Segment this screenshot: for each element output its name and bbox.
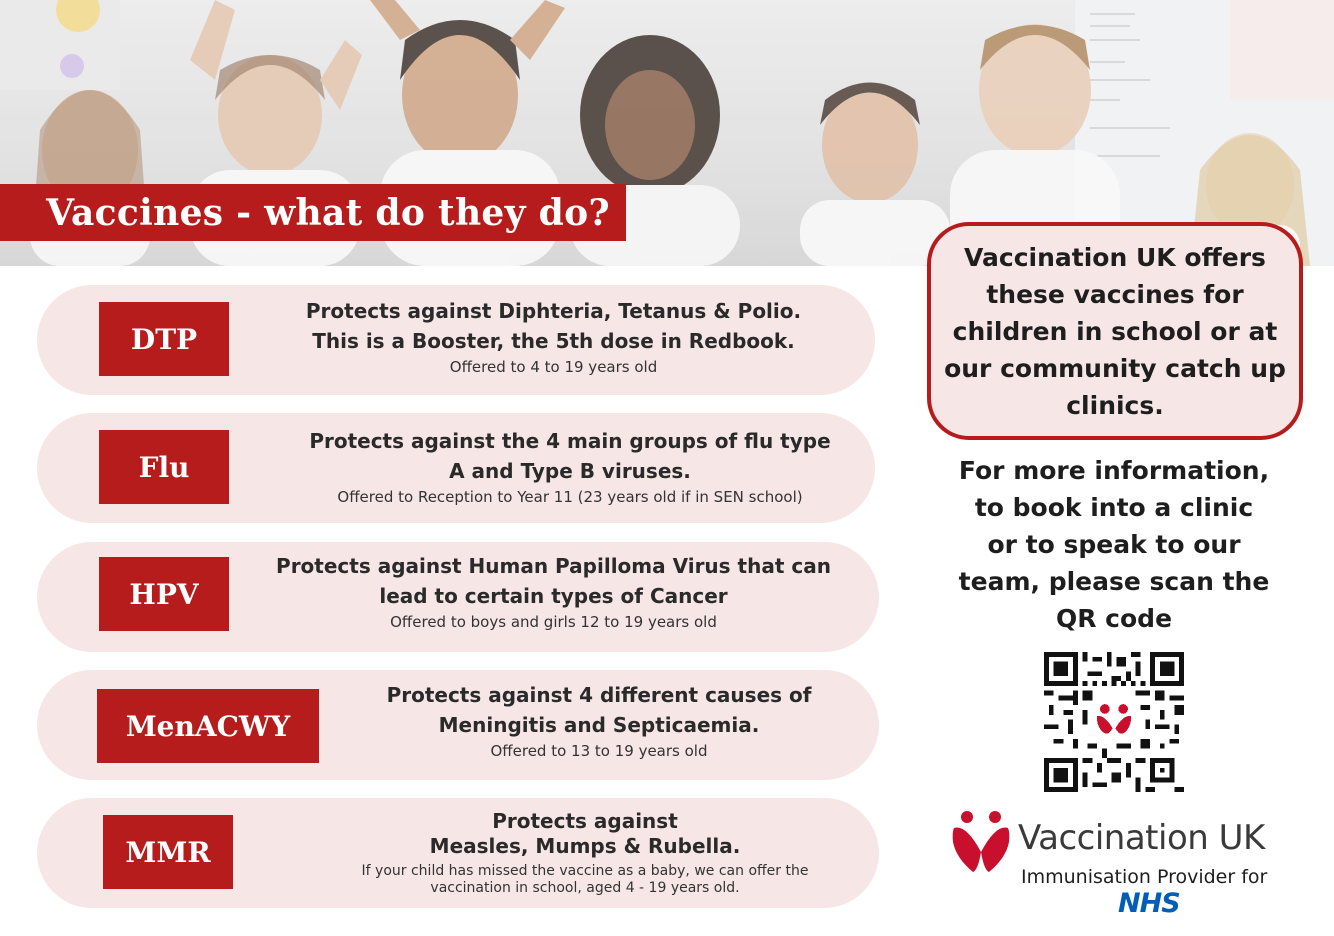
vaccine-row-hpv <box>37 542 879 652</box>
vaccine-description <box>267 551 840 633</box>
vaccine-tag: MenACWY <box>97 689 319 763</box>
info-text: For more information, to book into a clinic or to speak to our team, please scan the QR code <box>958 456 1270 633</box>
vaccine-row-flu <box>37 413 875 523</box>
vaccine-tag: DTP <box>99 302 229 376</box>
qr-code[interactable] <box>1044 652 1184 792</box>
vaccine-offered-text: Offered to boys and girls 12 to 19 years old <box>390 613 717 631</box>
vaccine-protection-text: Protects against the 4 main groups of flu type A and Type B viruses. <box>309 429 831 483</box>
vaccine-protection-text: Protects against 4 different causes of Meningitis and Septicaemia. <box>386 683 812 737</box>
logo-name: Vaccination UK <box>1018 818 1265 858</box>
offer-box <box>927 222 1303 440</box>
vaccine-row-mmr <box>37 798 879 908</box>
vaccine-description <box>307 809 863 897</box>
vaccine-protection-text: Protects against Diphteria, Tetanus & Polio. This is a Booster, the 5th dose in Redbook. <box>305 299 802 353</box>
vaccine-description <box>267 296 840 378</box>
title-banner <box>0 184 626 241</box>
vaccine-offered-text: Offered to 13 to 19 years old <box>490 742 708 760</box>
logo-subtitle: Immunisation Provider for <box>1021 866 1268 888</box>
page-title: Vaccines - what do they do? <box>46 191 610 234</box>
offer-text: Vaccination UK offers these vaccines for children in school or at our community catch up clinics. <box>944 242 1286 420</box>
vaccine-description <box>337 680 861 762</box>
vaccine-row-dtp <box>37 285 875 395</box>
vaccine-protection-text: Protects against Human Papilloma Virus that can lead to certain types of Cancer <box>276 554 831 608</box>
vaccine-tag: MMR <box>103 815 233 889</box>
vaccine-offered-text: Offered to 4 to 19 years old <box>449 358 658 376</box>
vaccination-uk-logo-icon <box>950 810 1012 874</box>
vaccine-row-menacwy <box>37 670 879 780</box>
vaccine-tag: Flu <box>99 430 229 504</box>
vaccine-description <box>277 426 863 508</box>
vaccine-offered-text: Offered to Reception to Year 11 (23 years old if in SEN school) <box>337 488 803 506</box>
vaccine-offered-text: If your child has missed the vaccine as a baby, we can offer the vaccination in school, aged 4 - 19 years old. <box>361 863 809 896</box>
vaccine-tag: HPV <box>99 557 229 631</box>
vaccine-protection-text: Protects against Measles, Mumps & Rubella. <box>429 809 741 858</box>
nhs-logo: NHS <box>1118 888 1180 919</box>
